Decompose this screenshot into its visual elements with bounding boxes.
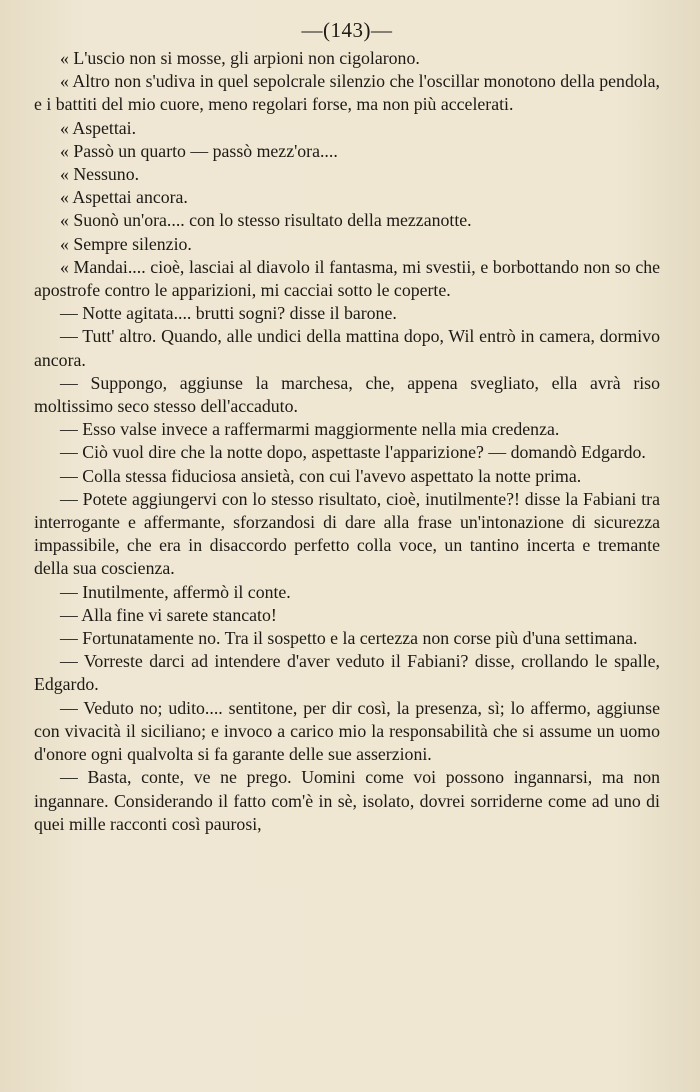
paragraph: — Veduto no; udito.... sentitone, per dir così, la presenza, sì; lo affermo, aggiunse con vivacità il siciliano; e invoco a carico mio la responsabilità che si assume un uomo d'onore ogni qualvolta si fa garante delle sue asserzioni. <box>34 697 660 765</box>
paragraph: — Inutilmente, affermò il conte. <box>60 581 291 602</box>
paragraph: « Sempre silenzio. <box>60 233 192 254</box>
paragraph: — Fortunatamente no. Tra il sospetto e la certezza non corse più d'una settimana. <box>60 628 638 649</box>
paragraph: « L'uscio non si mosse, gli arpioni non cigolarono. <box>60 48 420 68</box>
page-text <box>34 47 660 836</box>
paragraph: « Mandai.... cioè, lasciai al diavolo il fantasma, mi svestii, e borbottando non so che apostrofe contro le apparizioni, mi cacciai sotto le coperte. <box>34 256 660 301</box>
paragraph: « Aspettai. <box>60 117 137 138</box>
paragraph: « Altro non s'udiva in quel sepolcrale silenzio che l'oscillar monotono della pendola, e i battiti del mio cuore, meno regolari forse, ma non più accelerati. <box>34 71 660 115</box>
paragraph: — Vorreste darci ad intendere d'aver veduto il Fabiani? disse, crollando le spalle, Edgardo. <box>34 651 660 695</box>
paragraph: — Ciò vuol dire che la notte dopo, aspettaste l'apparizione? — domandò Edgardo. <box>60 442 646 463</box>
paragraph: — Colla stessa fiduciosa ansietà, con cui l'avevo aspettato la notte prima. <box>60 465 582 486</box>
page-number: —(143)— <box>301 18 393 42</box>
paragraph: « Nessuno. <box>60 164 140 185</box>
paragraph: — Esso valse invece a raffermarmi maggiormente nella mia credenza. <box>60 419 560 440</box>
paragraph: — Basta, conte, ve ne prego. Uomini come voi possono ingannarsi, ma non ingannare. Considerando il fatto com'è in sè, isolato, dovrei sorriderne come ad uno di quei mille racconti così paurosi, <box>34 767 660 834</box>
paragraph: « Aspettai ancora. <box>60 187 188 208</box>
paragraph: « Passò un quarto — passò mezz'ora.... <box>60 140 338 161</box>
paragraph: « Suonò un'ora.... con lo stesso risultato della mezzanotte. <box>60 210 472 231</box>
paragraph: — Potete aggiungervi con lo stesso risultato, cioè, inutilmente?! disse la Fabiani tra interrogante e affermante, sforzandosi di dare alla frase un'intonazione di sicurezza impassibile, che era in disaccordo perfetto colla voce, un tantino incerta e tremante della sua coscienza. <box>34 488 660 579</box>
paragraph: — Suppongo, aggiunse la marchesa, che, appena svegliato, ella avrà riso moltissimo seco stesso dell'accaduto. <box>34 372 660 417</box>
paragraph: — Alla fine vi sarete stancato! <box>60 604 277 625</box>
paragraph: — Notte agitata.... brutti sogni? disse il barone. <box>60 303 397 324</box>
paragraph: — Tutt' altro. Quando, alle undici della mattina dopo, Wil entrò in camera, dormivo ancora. <box>34 326 660 370</box>
